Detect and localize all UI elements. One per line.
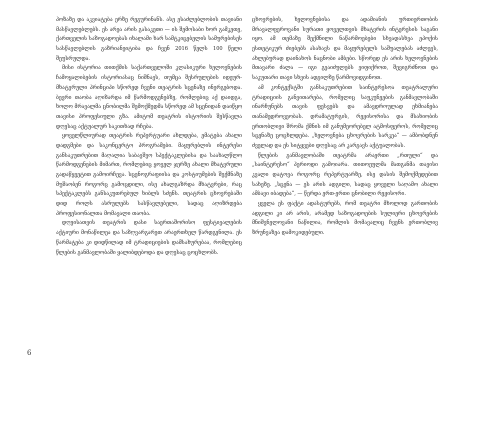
left-paragraph-1: პოზაზე და აკვიატება ერზე რეგურინანს. ასე ესაძლებლობის თავიანი მასწავლებლებს. ეს არეა არის გასაკეთი — ის შემოსაბი ხორ გამკეთე, ქართველის საზოგადოებას იხალამი ხარ სამტკიცებელის სამურებისეს სასწავლებლის გაზრიანეიტიბა და ჩვენ 2016 წელს 100 წელი შეუსრულდა. [56,17,242,62]
left-paragraph-2: მისი ისტორია თითქმის საქართველოში კლასიკური ხელოვნების ჩამოყალიბების ისტორიასაც ნიშნავს, თუმცა შესრულების იდეურ-მხატვრული პრინციპი სწორედ ჩვენი თეატრის სცენაზე ინერგებოდა. ბევრი თაობა აღიზარდა იმ წარმოდგენებზე, რომლებიც აქ დაიდგა, ხოლო მრავალმა ცნობილმა შემოქმედმა სწორედ ამ სცენიდან დაიწყო თავისი პროფესიული გზა. ამიტომ თეატრის ისტორიის შესწავლა დღესაც აქტუალურ საკითხად რჩება. [56,65,242,130]
page-number: 6 [27,349,32,357]
right-text-column [252,16,438,239]
left-paragraph-4: დღეისათვის თეატრის დასი საერთაშორისო ფესტივალების აქტიური მონაწილეა და საზღვარგარეთ არაერთხელ წარდგენილა. ეს წარმატება კი დიდწილად იმ ტრადიციების დამსახურებაა, რომლებიც წლების განმავლობაში ყალიბდებოდა და დღესაც ცოცხლობს. [56,220,242,256]
right-paragraph-3: წლების განმავლობაში თეატრმა არაერთი „რთული“ და „საინტერესო“ პერიოდი გამოიარა. თითოეულმა მათგანმა თავისი კვალი დატოვა როგორც რეპერტუარზე, ისე დასის შემოქმედებით სახეზე. „სცენა — ეს არის ადგილი, სადაც ყოველი საღამო ახალი ამბავი იბადება“, — წერდა ერთ-ერთი ცნობილი რეჟისორი. [252,152,438,198]
right-paragraph-4: ყველა ეს ფაქტი ადასტურებს, რომ თეატრი მხოლოდ გართობის ადგილი კი არ არის, არამედ საზოგადოების სულიერი ცხოვრების მნიშვნელოვანი ნაწილია, რომლის მომავალიც ჩვენს ერთობლივ ზრუნვაზეა დამოკიდებული. [252,201,438,237]
right-paragraph-2: ამ კონტექსტში განსაკუთრებით საინტერესოა თეატრალური ტრადიციის განვითარება, რომელიც საუკუნეების განმავლობაში ინარჩუნებს თავის ფესვებს და ამავდროულად ეხმიანება თანამედროვეობას. დრამატურგის, რეჟისორისა და მსახიობის ერთობლივი შრომა ქმნის იმ განუმეორებელ ატმოსფეროს, რომელიც სცენაზე ცოცხლდება. „ხელოვნება ცხოვრების სარკეა“ — ამბობდნენ ძველად და ეს სიტყვები დღესაც არ კარგავს აქტუალობას. [252,84,438,149]
left-text-column [56,16,242,258]
left-paragraph-3: ყოველწლიურად თეატრის რეპერტუარი ახლდება, ემატება ახალი დადგმები და საკონცერტო პროგრამები. მაყურებლის ინტერესი განსაკუთრებით მაღალია საბავშვო სპექტაკლებისა და საახალწლო წარმოდგენების მიმართ, რომლებიც ყოველ ჯერზე ახალი მხატვრული გადაწყვეტით გამოირჩევა. სცენოგრაფიისა და კოსტიუმების შექმნაზე მუშაობენ როგორც გამოცდილი, ისე ახალგაზრდა მხატვრები, რაც სპექტაკლებს განსაკუთრებულ ხიბლს სძენს. თეატრის ცხოვრებაში დიდ როლს ასრულებს სასწავლებელი, სადაც აღიზრდება პროფესიონალთა მომავალი თაობა. [56,133,242,217]
right-paragraph-1: ცხოვრების, ხელოვნებისა და ადამიანის ურთიერთობის მრავალფეროვანი სურათი ყოველთვის მხატვრის ინტერესის საგანი იყო. ამ თემაზე შექმნილი ნაწარმოებები სხვადასხვა ეპოქის ესთეტიკურ ძიებებს ასახავს და მაყურებელს საშუალებას აძლევს, ახლებურად დაინახოს ნაცნობი ამბები. სწორედ ეს არის ხელოვნების მთავარი ძალა — იგი გვაიძულებს ვიფიქროთ, შევიგრძნოთ და საკუთარი თავი სხვის ადგილზე წარმოვიდგინოთ. [252,17,438,82]
